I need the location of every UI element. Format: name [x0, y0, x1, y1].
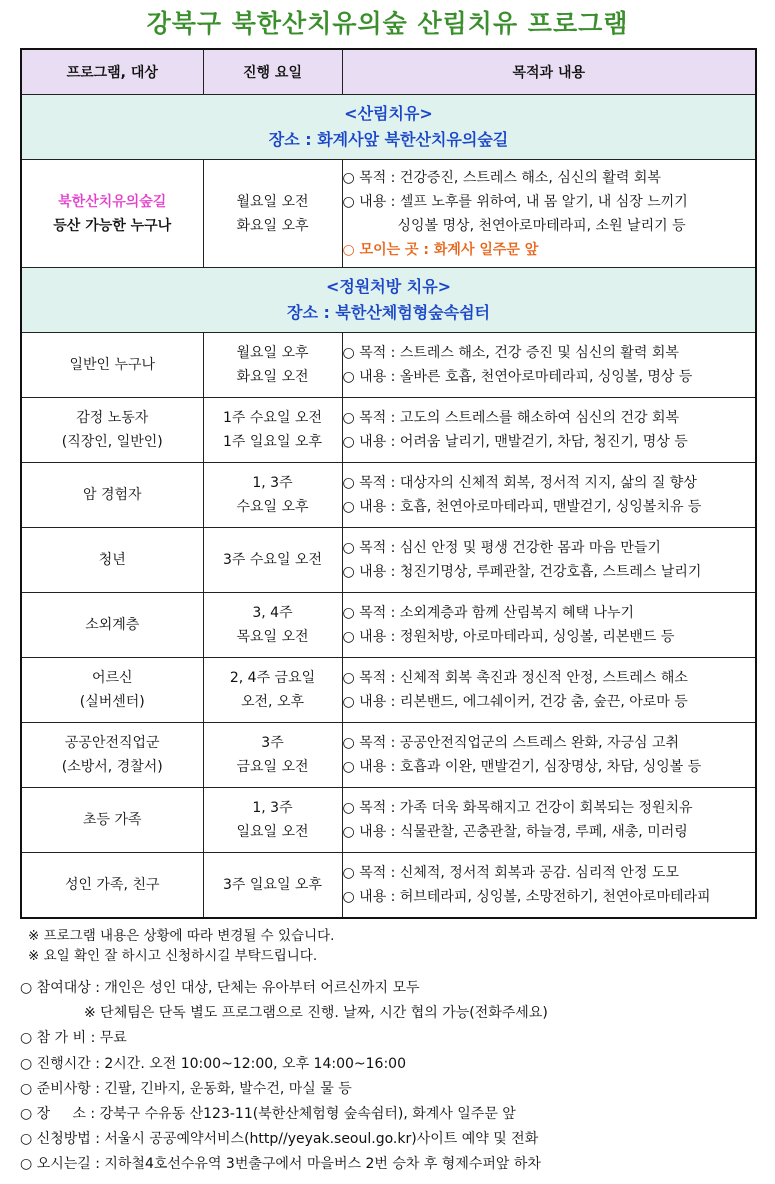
- content-text: ○ 내용 : 청진기명상, 루페관찰, 건강호흡, 스트레스 날리기: [342, 564, 702, 580]
- table-row: [21, 463, 756, 528]
- table-row: [21, 658, 756, 723]
- day-cell: [203, 528, 342, 593]
- target-cell: [21, 528, 203, 593]
- day-line-1: 월요일 오후: [236, 345, 309, 361]
- info-fee: ○ 참 가 비 : 무료: [20, 1030, 127, 1047]
- target-sub: (소방서, 경찰서): [61, 759, 163, 775]
- content-text: ○ 내용 : 호흡과 이완, 맨발걷기, 심장명상, 차담, 싱잉볼 등: [342, 759, 702, 775]
- target-cell: [21, 853, 203, 918]
- day-line-2: 1주 일요일 오후: [223, 434, 322, 450]
- purpose-text: ○ 목적 : 대상자의 신체적 회복, 정서적 지지, 삶의 질 향상: [342, 475, 697, 491]
- header-purpose: 목적과 내용: [342, 49, 756, 95]
- purpose-text: ○ 목적 : 소외계층과 함께 산림복지 혜택 나누기: [342, 605, 635, 621]
- day-line-2: 화요일 오전: [236, 369, 309, 385]
- section-place: 장소 : 북한산체험형숲속쉼터: [286, 303, 490, 322]
- meeting-place: ○ 모이는 곳 : 화계사 일주문 앞: [342, 241, 539, 258]
- day-line-1: 1, 3주: [252, 475, 293, 491]
- day-line-1: 3, 4주: [252, 605, 293, 621]
- day-line-1: 1주 수요일 오전: [223, 410, 322, 426]
- day-line-1: 2, 4주 금요일: [229, 670, 316, 686]
- purpose-text: ○ 목적 : 스트레스 해소, 건강 증진 및 심신의 활력 회복: [342, 345, 679, 361]
- target-name: 소외계층: [85, 617, 140, 633]
- section-forest-healing: [21, 95, 756, 160]
- purpose-cell: [342, 788, 756, 853]
- day-line-1: 3주 수요일 오전: [223, 552, 322, 568]
- table-row: [21, 333, 756, 398]
- info-place: ○ 장 소 : 강북구 수유동 산123-11(북한산체험형 숲속쉼터), 화계사 일주문 앞: [20, 1106, 516, 1123]
- content-text: ○ 내용 : 올바른 호흡, 천연아로마테라피, 싱잉볼, 명상 등: [342, 369, 693, 385]
- day-line-2: 수요일 오후: [236, 499, 309, 515]
- info-apply: ○ 신청방법 : 서울시 공공예약서비스(http//yeyak.seoul.go.kr)사이트 예약 및 전화: [20, 1131, 539, 1148]
- purpose-text: ○ 목적 : 가족 더욱 화목해지고 건강이 회복되는 정원치유: [342, 800, 693, 816]
- section-place: 장소 : 화계사앞 북한산치유의숲길: [268, 130, 509, 149]
- purpose-text: ○ 목적 : 심신 안정 및 평생 건강한 몸과 마음 만들기: [342, 540, 661, 556]
- target-name: 청년: [98, 552, 126, 568]
- purpose-cell: [342, 593, 756, 658]
- target-name: 초등 가족: [82, 812, 142, 828]
- content-text: ○ 내용 : 어려움 날리기, 맨발걷기, 차담, 청진기, 명상 등: [342, 434, 688, 450]
- table-row: [21, 398, 756, 463]
- purpose-text: ○ 목적 : 신체적, 정서적 회복과 공감. 심리적 안정 도모: [342, 864, 679, 881]
- target-cell: [21, 658, 203, 723]
- day-line-2: 오전, 오후: [241, 694, 304, 710]
- target-sub: (직장인, 일반인): [61, 434, 163, 450]
- notes: [28, 926, 334, 966]
- content-text-cont: 싱잉볼 명상, 천연아로마테라피, 소원 날리기 등: [397, 217, 686, 234]
- content-text: ○ 내용 : 식물관찰, 곤충관찰, 하늘경, 루페, 새총, 미러링: [342, 824, 688, 840]
- target-name: 공공안전직업군: [64, 735, 160, 751]
- target-name: 감정 노동자: [76, 410, 149, 426]
- target-sub: 등산 가능한 누구나: [53, 217, 172, 234]
- info-group-note: ※ 단체팀은 단독 별도 프로그램으로 진행. 날짜, 시간 협의 가능(전화주세요): [84, 1005, 548, 1022]
- target-sub: (실버센터): [79, 694, 145, 710]
- day-line-2: 목요일 오전: [236, 629, 309, 645]
- day-line-1: 3주: [261, 735, 284, 751]
- content-text: ○ 내용 : 허브테라피, 싱잉볼, 소망전하기, 천연아로마테라피: [342, 888, 711, 905]
- target-cell: [21, 723, 203, 788]
- table-row: [21, 723, 756, 788]
- content-text: ○ 내용 : 호흡, 천연아로마테라피, 맨발걷기, 싱잉볼치유 등: [342, 499, 702, 515]
- purpose-cell: [342, 528, 756, 593]
- content-text: ○ 내용 : 정원처방, 아로마테라피, 싱잉볼, 리본밴드 등: [342, 629, 675, 645]
- purpose-text: ○ 목적 : 고도의 스트레스를 해소하여 심신의 건강 회복: [342, 410, 680, 426]
- table-row: [21, 853, 756, 918]
- day-cell: [203, 398, 342, 463]
- target-cell: [21, 788, 203, 853]
- program-table: [20, 48, 757, 919]
- day-cell: [203, 463, 342, 528]
- purpose-cell: [342, 853, 756, 918]
- day-line-1: 월요일 오전: [236, 193, 309, 210]
- purpose-cell: [342, 333, 756, 398]
- section-title: <산림치유>: [344, 104, 433, 123]
- purpose-text: ○ 목적 : 공공안전직업군의 스트레스 완화, 자긍심 고취: [342, 735, 680, 751]
- header-program: 프로그램, 대상: [21, 49, 203, 95]
- table-row: [21, 160, 756, 268]
- info-directions: ○ 오시는길 : 지하철4호선수유역 3번출구에서 마을버스 2번 승차 후 형제수퍼앞 하차: [20, 1156, 541, 1173]
- purpose-cell: [342, 398, 756, 463]
- target-cell: [21, 333, 203, 398]
- table-row: [21, 528, 756, 593]
- section-garden-healing: [21, 268, 756, 333]
- day-line-2: 화요일 오후: [236, 217, 309, 234]
- target-cell: [21, 463, 203, 528]
- day-cell: [203, 723, 342, 788]
- target-name: 일반인 누구나: [69, 357, 156, 373]
- content-text: ○ 내용 : 셀프 노후를 위하여, 내 몸 알기, 내 심장 느끼기: [342, 193, 688, 210]
- purpose-cell: [342, 658, 756, 723]
- info-time: ○ 진행시간 : 2시간. 오전 10:00~12:00, 오후 14:00~16:00: [20, 1055, 406, 1072]
- content-text: ○ 내용 : 리본밴드, 에그쉐이커, 건강 춤, 숲끈, 아로마 등: [342, 694, 688, 710]
- purpose-cell: [342, 723, 756, 788]
- day-cell: [203, 853, 342, 918]
- target-cell: [21, 398, 203, 463]
- target-name: 북한산치유의숲길: [58, 193, 167, 210]
- page-title: 강북구 북한산치유의숲 산림치유 프로그램: [146, 9, 629, 38]
- target-name: 성인 가족, 친구: [65, 876, 160, 893]
- day-cell: [203, 333, 342, 398]
- note-line: ※ 프로그램 내용은 상황에 따라 변경될 수 있습니다.: [28, 928, 335, 944]
- table-row: [21, 593, 756, 658]
- info-prep: ○ 준비사항 : 긴팔, 긴바지, 운동화, 발수건, 마실 물 등: [20, 1080, 352, 1097]
- section-title: <정원처방 치유>: [325, 277, 452, 296]
- purpose-cell: [342, 463, 756, 528]
- day-cell: [203, 788, 342, 853]
- day-cell: [203, 658, 342, 723]
- purpose-text: ○ 목적 : 신체적 회복 촉진과 정신적 안정, 스트레스 해소: [342, 670, 688, 686]
- table-header-row: [21, 49, 756, 95]
- note-line: ※ 요일 확인 잘 하시고 신청하시길 부탁드립니다.: [28, 948, 318, 964]
- day-line-2: 금요일 오전: [236, 759, 309, 775]
- table-row: [21, 788, 756, 853]
- target-name: 암 경험자: [82, 487, 142, 503]
- info-participants: ○ 참여대상 : 개인은 성인 대상, 단체는 유아부터 어르신까지 모두: [20, 980, 420, 996]
- day-line-1: 1, 3주: [252, 800, 293, 816]
- day-line-2: 일요일 오전: [236, 824, 309, 840]
- day-cell: [203, 593, 342, 658]
- header-day: 진행 요일: [203, 49, 342, 95]
- purpose-text: ○ 목적 : 건강증진, 스트레스 해소, 심신의 활력 회복: [342, 169, 661, 186]
- day-line-1: 3주 일요일 오후: [223, 876, 322, 893]
- target-cell: [21, 593, 203, 658]
- info-list: [20, 976, 548, 1178]
- target-name: 어르신: [91, 670, 133, 686]
